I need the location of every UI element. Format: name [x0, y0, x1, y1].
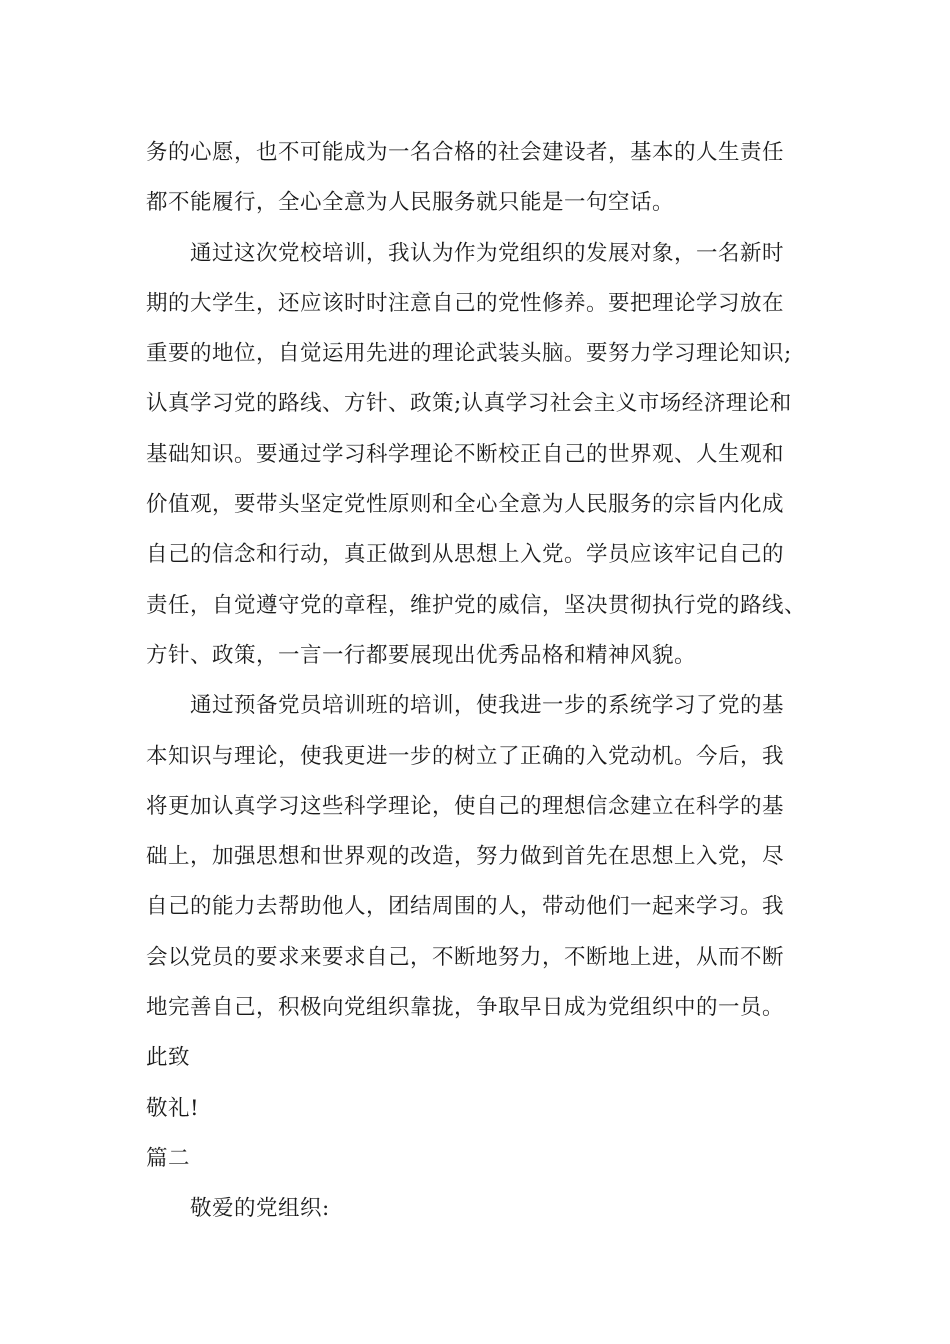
text-line: 方针、政策，一言一行都要展现出优秀品格和精神风貌。	[146, 642, 697, 668]
text-line: 本知识与理论，使我更进一步的树立了正确的入党动机。今后，我	[146, 743, 785, 769]
text-line: 地完善自己，积极向党组织靠拢，争取早日成为党组织中的一员。	[146, 995, 785, 1021]
text-line: 会以党员的要求来要求自己，不断地努力，不断地上进，从而不断	[146, 944, 785, 970]
text-line: 认真学习党的路线、方针、政策;认真学习社会主义市场经济理论和	[146, 391, 792, 417]
text-line: 期的大学生，还应该时时注意自己的党性修养。要把理论学习放在	[146, 290, 785, 316]
text-line: 基础知识。要通过学习科学理论不断校正自己的世界观、人生观和	[146, 441, 785, 467]
text-line: 将更加认真学习这些科学理论，使自己的理想信念建立在科学的基	[146, 793, 785, 819]
text-line: 责任，自觉遵守党的章程，维护党的威信，坚决贯彻执行党的路线、	[146, 592, 807, 618]
paragraph-start-line: 通过这次党校培训，我认为作为党组织的发展对象，一名新时	[190, 240, 785, 266]
text-line: 重要的地位，自觉运用先进的理论武装头脑。要努力学习理论知识;	[146, 341, 792, 367]
text-line: 都不能履行，全心全意为人民服务就只能是一句空话。	[146, 190, 675, 216]
text-line: 础上，加强思想和世界观的改造，努力做到首先在思想上入党，尽	[146, 844, 785, 870]
paragraph-start-line: 通过预备党员培训班的培训，使我进一步的系统学习了党的基	[190, 693, 785, 719]
greeting-line: 敬爱的党组织:	[190, 1196, 330, 1222]
salutation-line: 敬礼!	[146, 1095, 200, 1121]
text-line: 务的心愿，也不可能成为一名合格的社会建设者，基本的人生责任	[146, 140, 785, 165]
section-heading: 篇二	[146, 1145, 191, 1171]
text-line: 自己的能力去帮助他人，团结周围的人，带动他们一起来学习。我	[146, 894, 785, 920]
text-line: 价值观，要带头坚定党性原则和全心全意为人民服务的宗旨内化成	[146, 492, 785, 518]
closing-line: 此致	[146, 1045, 191, 1071]
document-body	[146, 128, 806, 1235]
text-line: 自己的信念和行动，真正做到从思想上入党。学员应该牢记自己的	[146, 542, 785, 568]
